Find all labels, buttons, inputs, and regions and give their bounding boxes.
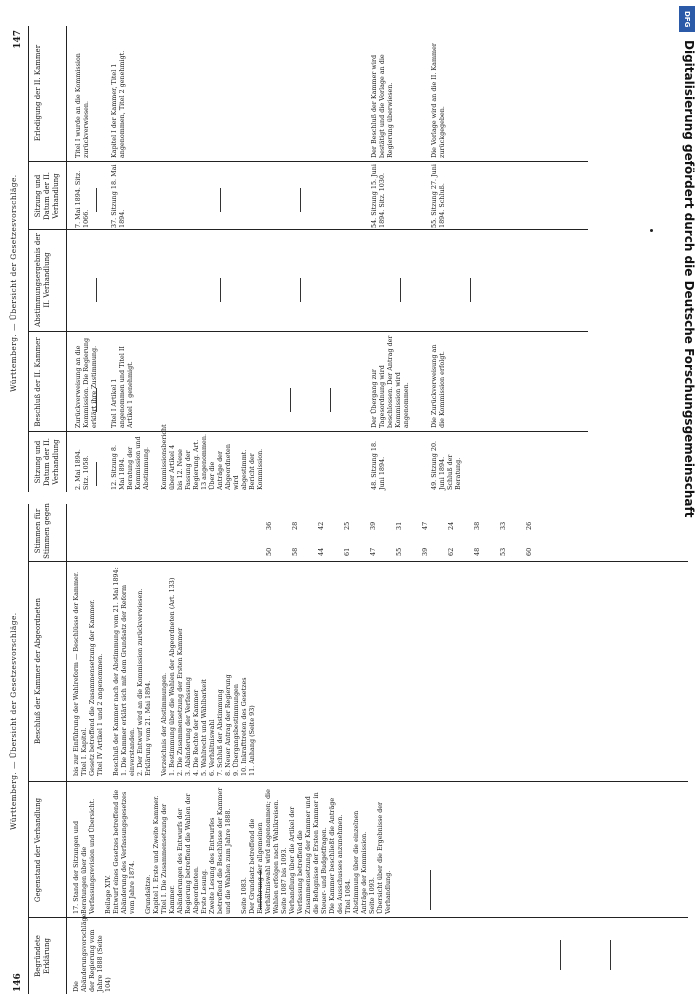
right-row5-c2: Die Zurückverweisung an die Kommission erfolgt. [430,344,446,428]
left-col-head-2: Gegenstand der Verhandlung [34,797,42,903]
right-col-divider-2 [28,331,588,332]
vote-against-value: 33 [499,521,507,530]
vote-for-value: 53 [499,547,507,556]
right-col-head-4: Sitzung und Datum der II. Verhandlung [34,172,60,220]
separator-dash [330,388,331,412]
right-row2-c1: 12. Sitzung 8. Mai 1894. Beratung der Kommission und Abstimmung. [110,436,150,490]
vote-for-value: 39 [421,547,429,556]
right-header-rule [66,26,67,492]
separator-dash [560,940,561,970]
separator-dash [430,870,431,910]
separator-dash [400,278,401,302]
vote-against-value: 39 [369,521,377,530]
right-row4-c1: 48. Sitzung 18. Juni 1894. [370,440,386,490]
left-col1-text: Die Abänderungsvorschläge der Regierung vom Jahre 1888 (Seite 104) [72,913,112,992]
right-col-divider-4 [28,161,588,162]
vote-against-value: 47 [421,521,429,530]
right-running-head: Württemberg. — Übersicht der Gesetzesvorschläge. [9,174,18,392]
vote-against-value: 42 [317,521,325,530]
separator-dash [220,188,221,212]
vote-for-value: 62 [447,547,455,556]
left-col-divider-3 [28,561,688,562]
separator-dash [96,278,97,302]
digitization-banner [680,0,696,1000]
right-col-divider-1 [28,431,588,432]
left-col3-text: bis zur Einführung der Wahlreform — Beschlüsse der Kammer. Titel I. Kapitel. Gesetz betreffend die Zusammensetzung der Kammer. Titel IV Artikel 1 und 2 angenommen. Beschluß der Kammer nach der Abstimmung vom 21. Mai 1894: 1. Die Kammer erklärt sich mit dem Grundsatz der Reform einverstanden. 2. Der Entwurf wird an die Kommission zurückverwiesen. Erklärung vom 21. Mai 1894. Verzeichnis der Abstimmungen. 1. Bestimmung über die Wahlen der Abgeordneten (Art. 133) 2. Die Zusammensetzung der Ersten Kammer 3. Abänderung der Verfassung 4. Die Rechte der Kammer 5. Wahlrecht und Wählbarkeit 6. Verhältniswahl 7. Schluß der Abstimmung 8. Neuer Antrag der Regierung 9. Übergangsbestimmungen 10. Inkrafttreten des Gesetzes 11. Anhang (Seite 93) [72,567,256,776]
vote-for-value: 55 [395,547,403,556]
right-top-rule [28,26,29,492]
right-row5-c1: 49. Sitzung 20. Juni 1894. Schluß der Beratung. [430,440,462,490]
left-page-number: 146 [13,973,23,992]
left-header-rule [66,504,67,994]
right-row1-c4: 7. Mai 1894. Sitz. 1066. [74,170,90,228]
right-row4-c5: Der Beschluß der Kammer wird bestätigt und die Vorlage an die Regierung überwiesen. [370,54,394,158]
right-row2-c4: 37. Sitzung 18. Mai 1894. [110,164,126,228]
right-col-divider-3 [28,229,588,230]
separator-dash [300,278,301,302]
print-speck [650,229,653,232]
right-row2-c2: Titel I Artikel 1 angenommen und Titel II Artikel 1 genehmigt. [110,346,134,428]
right-page-number: 147 [13,30,23,49]
separator-dash [96,188,97,212]
separator-dash [96,462,97,486]
right-row1-c2: Zurückverweisung an die Kommission. Die Regierung erklärt ihre Zustimmung. [74,337,98,428]
left-votes-for [250,532,549,556]
vote-for-value: 61 [343,547,351,556]
right-row5-c5: Die Vorlage wird an die II. Kammer zurückgegeben. [430,43,446,158]
right-page [0,0,698,492]
vote-for-value: 60 [525,547,533,556]
right-col-head-5: Erledigung der II. Kammer [34,44,42,142]
vote-for-value: 44 [317,547,325,556]
right-row4-c4: 54. Sitzung 15. Juni 1894. Sitz. 1030. [370,164,386,228]
right-row1-c5: Titel I wurde an die Kommission zurückverwiesen. [74,53,90,158]
vote-against-value: 31 [395,521,403,530]
left-col-divider-1 [28,917,688,918]
separator-dash [96,388,97,412]
right-col-head-1: Sitzung und Datum der II. Verhandlung [34,438,60,486]
vote-against-value: 24 [447,521,455,530]
vote-for-value: 48 [473,547,481,556]
left-col-head-4: Stimmen für Stimmen gegen [34,503,51,559]
left-col2-text: 17. Stand der Sitzungen und Beratungen über die Verfassungsrevision und Übersicht. Beilage XIV. Entwurf eines Gesetzes betreffend die Abänderung des Verfassungsgesetzes vom Jahre 1874. Grundsätze. Kapitel I. Erste und Zweite Kammer. Titel I. Die Zusammensetzung der Kammer. Abänderungen des Entwurfs der Regierung betreffend die Wahlen der Abgeordneten. Erste Lesung. Zweite Lesung des Entwurfes betreffend die Beschlüsse der Kammer und die Wahlen zum Jahre 1888. Seite 1083. Der Grundsatz betreffend die Einführung der allgemeinen Verhältniswahl wird angenommen; die Wahlen erfolgen nach Wahlkreisen. Seite 1087 bis 1093. Verhandlung über die Artikel der Verfassung betreffend die Zusammensetzung der Kammer und die Befugnisse der Ersten Kammer in Steuer- und Budgetfragen. Die Kammer beschließt die Anträge des Ausschusses anzunehmen. Titel 1084. Abstimmung über die einzelnen Anträge der Kommission. Seite 1093. Übersicht über die Ergebnisse der Verhandlung. [72,787,392,914]
vote-against-value: 25 [343,521,351,530]
vote-for-value: 58 [291,547,299,556]
vote-against-value: 28 [291,521,299,530]
right-col-head-2: Beschluß der II. Kammer [34,337,42,427]
vote-against-value: 38 [473,521,481,530]
dfg-logo: DFG [679,6,695,32]
vote-for-value: 50 [265,547,273,556]
vote-against-value: 36 [265,521,273,530]
left-col-head-1: Begründete Erklärung [34,935,51,977]
digitization-banner-text: Digitalisierung gefördert durch die Deutsche Forschungsgemeinschaft [682,40,696,518]
right-row4-c2: Der Übergang zur Tagesordnung wird beschlossen. Der Antrag der Kommission wird angenommen. [370,335,410,428]
vote-for-value: 47 [369,547,377,556]
left-col-head-3: Beschluß der Kammer der Abgeordneten [34,597,42,745]
right-col-head-3: Abstimmungsergebnis der II. Verhandlung [34,233,51,327]
separator-dash [260,870,261,910]
separator-dash [220,278,221,302]
separator-dash [300,188,301,212]
separator-dash [610,940,611,970]
right-row2-c5: Kapitel I der Kammer, Titel 1 angenommen, Titel 2 genehmigt. [110,50,126,158]
left-col-divider-2 [28,781,688,782]
left-page [0,500,698,1000]
right-row1-c1: 2. Mai 1894. Sitz. 1058. [74,449,90,490]
vote-against-value: 26 [525,521,533,530]
left-running-head: Württemberg. — Übersicht der Gesetzesvorschläge. [9,612,18,830]
right-row3-c1: Kommissionsbericht über Artikel 4 bis 12. Neue Fassung der Regierung. Art. 13 angenommen. Über die Anträge der Abgeordneten wird abgestimmt. Bericht der Kommission. [160,424,264,490]
left-top-rule [28,504,29,994]
separator-dash [470,278,471,302]
separator-dash [290,388,291,412]
left-votes-against [250,506,549,530]
right-row5-c4: 55. Sitzung 27. Juni 1894. Schluß. [430,164,446,228]
